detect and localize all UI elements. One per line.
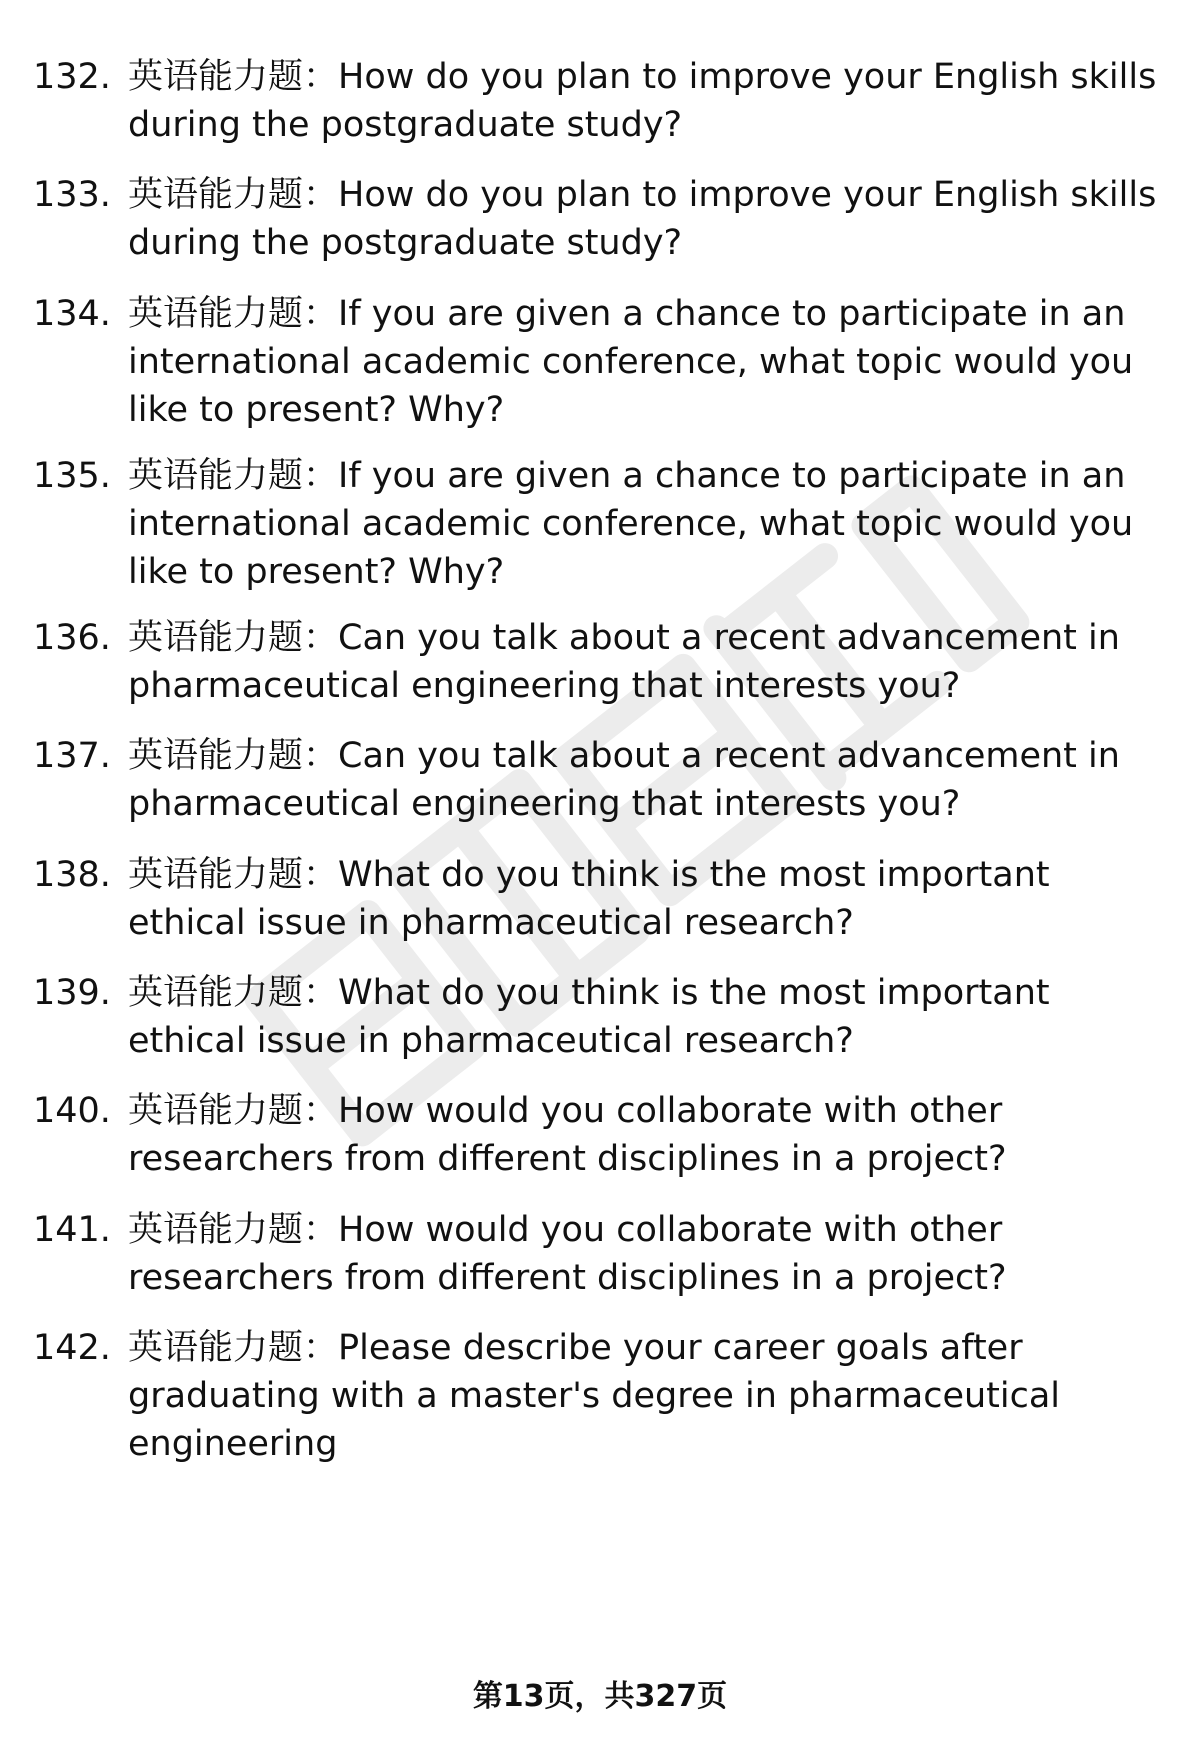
question-number: 136. xyxy=(33,618,111,658)
question-number: 139. xyxy=(33,973,111,1013)
question-text: 英语能力题：How would you collaborate with other researchers from different disciplines in a project? xyxy=(128,1091,1007,1179)
question-number: 134. xyxy=(33,294,111,334)
question-text: 英语能力题：Can you talk about a recent advancement in pharmaceutical engineering that interests you? xyxy=(128,736,1120,824)
question-text: 英语能力题：How would you collaborate with other researchers from different disciplines in a project? xyxy=(128,1210,1007,1298)
question-text: 英语能力题：Please describe your career goals after graduating with a master's degree in pharmaceutical engineering xyxy=(128,1328,1061,1464)
question-text: 英语能力题：Can you talk about a recent advancement in pharmaceutical engineering that interests you? xyxy=(128,618,1120,706)
page-indicator: 第13页，共327页 xyxy=(472,1679,728,1714)
question-text: 英语能力题：How do you plan to improve your English skills during the postgraduate study? xyxy=(128,175,1157,263)
question-number: 135. xyxy=(33,456,111,496)
question-number: 138. xyxy=(33,855,111,895)
question-number: 140. xyxy=(33,1091,111,1131)
question-text: 英语能力题：If you are given a chance to participate in an international academic conference, what topic would you like to present? Why? xyxy=(128,294,1134,430)
question-text: 英语能力题：If you are given a chance to participate in an international academic conference, what topic would you like to present? Why? xyxy=(128,456,1134,592)
question-text: 英语能力题：How do you plan to improve your English skills during the postgraduate study? xyxy=(128,57,1157,145)
question-number: 142. xyxy=(33,1328,111,1368)
question-number: 133. xyxy=(33,175,111,215)
question-number: 141. xyxy=(33,1210,111,1250)
question-text: 英语能力题：What do you think is the most important ethical issue in pharmaceutical research? xyxy=(128,855,1050,943)
question-number: 137. xyxy=(33,736,111,776)
question-text: 英语能力题：What do you think is the most important ethical issue in pharmaceutical research? xyxy=(128,973,1050,1061)
question-number: 132. xyxy=(33,57,111,97)
